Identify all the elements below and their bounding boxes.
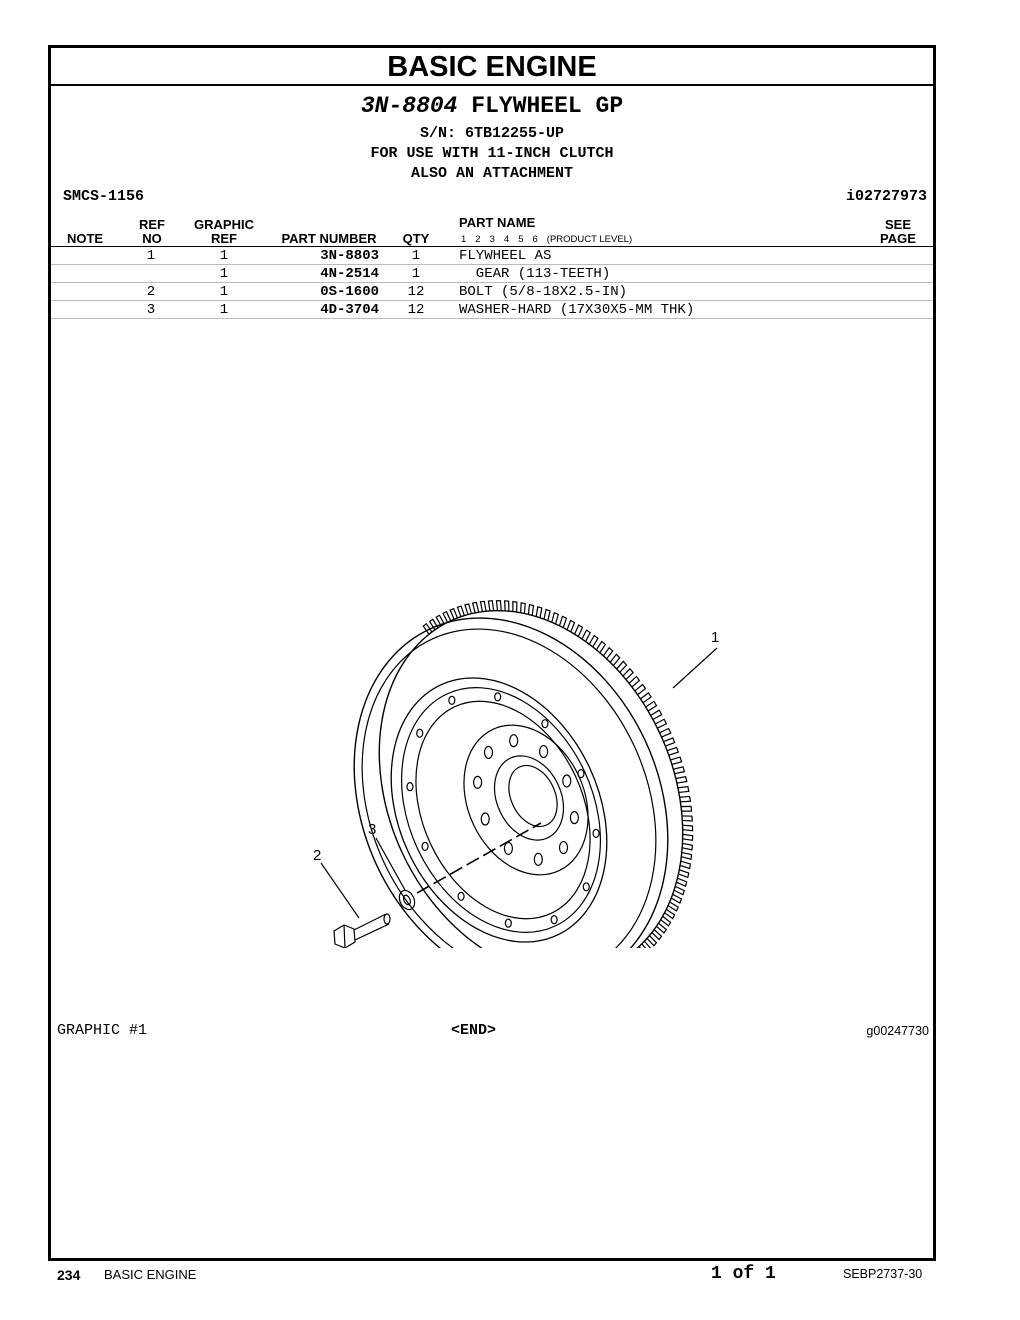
part-number-link[interactable]: 4N-2514 (320, 266, 379, 282)
hub-hole (510, 735, 518, 747)
gear-tooth (496, 601, 501, 611)
gear-tooth (682, 816, 692, 821)
page-frame (48, 45, 936, 1261)
bolt-hole (551, 916, 557, 924)
page-number: 234 (57, 1267, 81, 1283)
bolt-holes (407, 693, 599, 927)
bolt-hole (458, 892, 464, 900)
section-header: BASIC ENGINE (51, 48, 933, 86)
gear-tooth (681, 852, 691, 859)
col-note: NOTE (66, 231, 104, 246)
gear-tooth (678, 870, 688, 878)
gear-tooth (513, 602, 517, 613)
group-title (51, 93, 933, 119)
graphic-id: g00247730 (866, 1024, 929, 1038)
gear-tooth (521, 603, 526, 614)
hub-hole (570, 812, 578, 824)
gear-tooth (528, 605, 533, 616)
end-marker: <END> (451, 1022, 497, 1039)
bolt-hole (422, 842, 428, 850)
gear-tooth (683, 825, 693, 830)
gear-tooth (678, 787, 689, 793)
gear-tooth (676, 777, 687, 783)
group-part-number[interactable]: 3N-8804 (360, 93, 458, 119)
bolt-hole (505, 919, 511, 927)
document-number: SEBP2737-30 (843, 1267, 923, 1281)
callout-2[interactable]: 2 (313, 847, 322, 864)
gear-tooth (676, 878, 686, 886)
callout-1[interactable]: 1 (711, 629, 720, 646)
col-ref-no: REF NO (139, 217, 165, 246)
bolt-hole (449, 696, 455, 704)
callout-3[interactable]: 3 (368, 821, 377, 838)
gear-tooth (488, 601, 493, 611)
footer-section: BASIC ENGINE (104, 1267, 197, 1282)
bolt-hole (417, 729, 423, 737)
hub-hole (474, 776, 482, 788)
bolt-hole (407, 783, 413, 791)
hub-hole (504, 842, 512, 854)
usage-note-2: ALSO AN ATTACHMENT (410, 165, 574, 182)
hub-hole (563, 775, 571, 787)
table-row[interactable]: 1 4N-2514 1 GEAR (113-TEETH) (219, 266, 611, 282)
col-qty: QTY (402, 231, 430, 246)
product-levels: 1 2 3 4 5 6 (PRODUCT LEVEL) (461, 234, 633, 245)
gear-tooth (480, 601, 486, 611)
table-row[interactable]: 3 1 4D-3704 12 WASHER-HARD (17X30X5-MM THK) (146, 302, 695, 318)
gear-tooth (473, 602, 479, 612)
smcs-code: SMCS-1156 (63, 188, 145, 205)
col-part-number: PART NUMBER (281, 231, 377, 246)
part-number-link[interactable]: 3N-8803 (320, 248, 379, 264)
bolt-hole (578, 770, 584, 778)
hub-hole (484, 746, 492, 758)
gear-tooth (681, 806, 692, 811)
flywheel-illustration (241, 578, 761, 948)
col-graphic-ref: GRAPHIC REF (194, 217, 254, 246)
gear-tooth (682, 843, 692, 849)
table-row[interactable]: 2 1 0S-1600 12 BOLT (5/8-18X2.5-IN) (146, 284, 628, 300)
part-number-link[interactable]: 4D-3704 (320, 302, 379, 318)
hub-hole (560, 842, 568, 854)
bolt-hole (495, 693, 501, 701)
group-name: FLYWHEEL GP (471, 93, 624, 119)
bolt-hole (542, 720, 548, 728)
bolt-hole (593, 829, 599, 837)
gear-tooth (680, 796, 691, 801)
gear-tooth (465, 604, 471, 614)
gear-tooth (680, 861, 690, 868)
serial-range: S/N: 6TB12255-UP (419, 125, 565, 142)
page-count: 1 of 1 (711, 1264, 776, 1284)
gear-tooth (457, 606, 464, 617)
col-see-page: SEE PAGE (880, 217, 916, 246)
hub-hole (534, 853, 542, 865)
gear-tooth (683, 834, 693, 840)
gear-tooth (505, 601, 509, 611)
table-row[interactable]: 1 1 3N-8803 1 FLYWHEEL AS (146, 248, 552, 264)
col-part-name: PART NAME (459, 215, 536, 230)
part-number-link[interactable]: 0S-1600 (320, 284, 379, 300)
row-rule (51, 318, 933, 319)
info-reference: i02727973 (845, 188, 927, 205)
bolt-hole (583, 883, 589, 891)
hub-hole (540, 746, 548, 758)
usage-note-1: FOR USE WITH 11-INCH CLUTCH (370, 145, 614, 162)
hub-hole (481, 813, 489, 825)
graphic-label: GRAPHIC #1 (57, 1022, 148, 1039)
